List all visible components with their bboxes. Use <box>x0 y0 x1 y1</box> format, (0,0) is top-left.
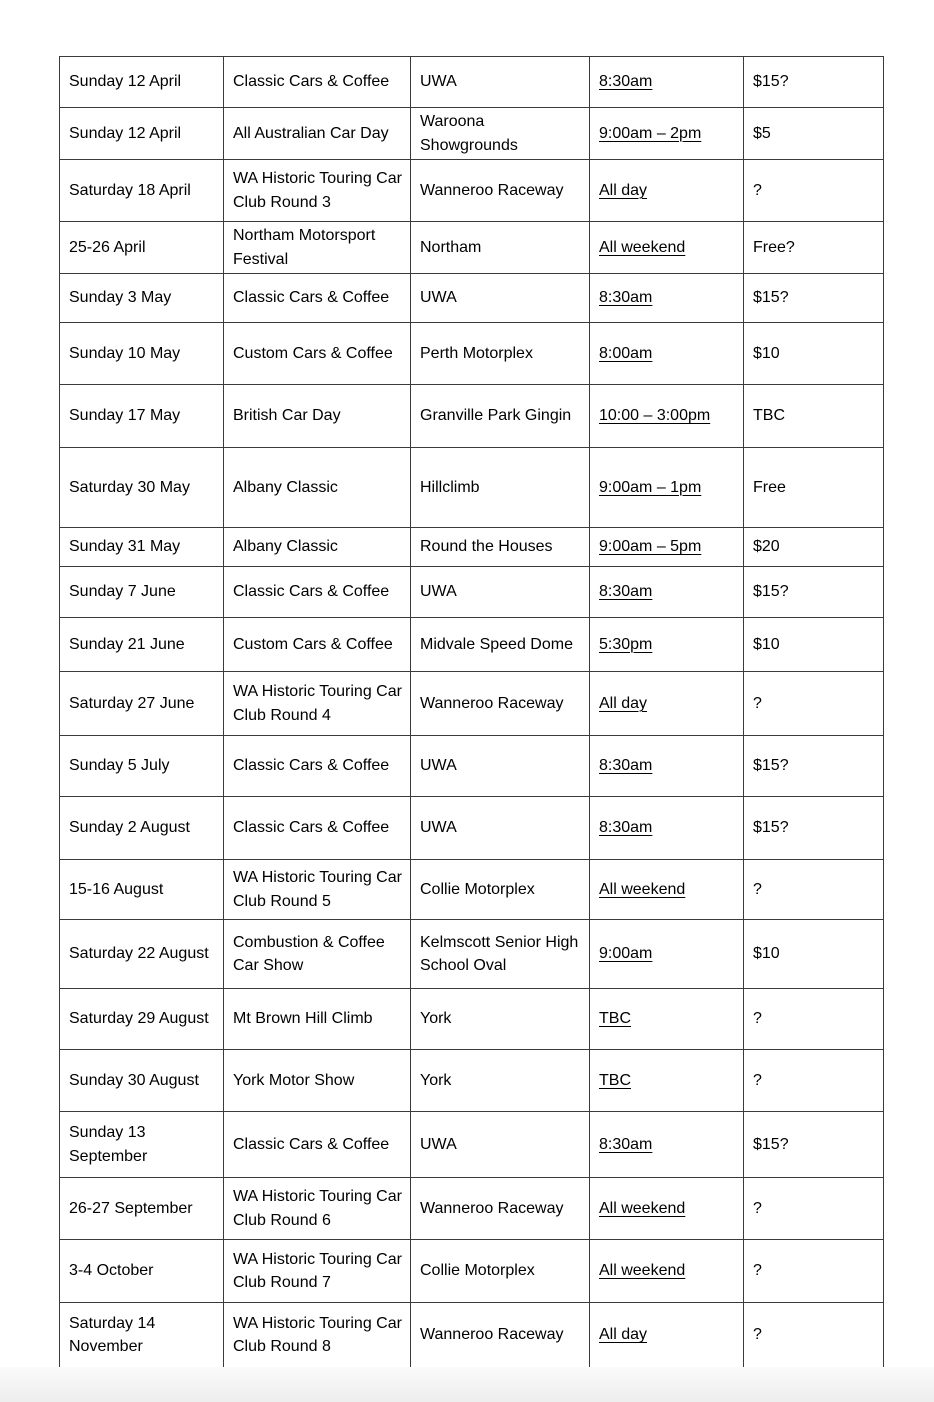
location-text: Wanneroo Raceway <box>420 181 564 199</box>
event-text: Classic Cars & Coffee <box>233 1135 390 1153</box>
location-cell <box>411 1050 590 1112</box>
time-text: All day <box>599 1326 648 1344</box>
cost-cell <box>744 160 884 222</box>
date-text: Sunday 2 August <box>69 819 190 837</box>
date-cell <box>60 860 224 920</box>
cost-cell <box>744 108 884 160</box>
cost-text: ? <box>753 694 762 712</box>
location-cell <box>411 1240 590 1303</box>
table-row <box>60 618 884 672</box>
event-text: Mt Brown Hill Climb <box>233 1010 373 1028</box>
table-row <box>60 385 884 448</box>
location-text: UWA <box>420 819 457 837</box>
date-cell <box>60 736 224 797</box>
time-text: 8:30am <box>599 1135 653 1153</box>
car-events-table <box>59 56 884 1368</box>
event-cell <box>224 736 411 797</box>
event-text: Albany Classic <box>233 538 338 556</box>
event-text: WA Historic Touring Car Club Round 5 <box>233 869 402 910</box>
time-cell <box>590 274 744 323</box>
date-cell <box>60 528 224 567</box>
date-text: Sunday 7 June <box>69 583 176 601</box>
cost-text: $5 <box>753 124 771 142</box>
time-cell <box>590 920 744 989</box>
time-text: 8:30am <box>599 73 653 91</box>
event-text: York Motor Show <box>233 1071 355 1089</box>
location-text: UWA <box>420 289 457 307</box>
event-text: All Australian Car Day <box>233 124 389 142</box>
date-text: Sunday 5 July <box>69 757 170 775</box>
date-cell <box>60 57 224 108</box>
cost-text: ? <box>753 181 762 199</box>
date-cell <box>60 672 224 736</box>
table-row <box>60 797 884 860</box>
location-text: Hillclimb <box>420 478 480 496</box>
cost-cell <box>744 736 884 797</box>
date-cell <box>60 448 224 528</box>
cost-cell <box>744 920 884 989</box>
event-cell <box>224 567 411 618</box>
event-text: Classic Cars & Coffee <box>233 289 390 307</box>
table-row <box>60 274 884 323</box>
time-text: 8:30am <box>599 289 653 307</box>
time-text: 9:00am <box>599 945 653 963</box>
date-cell <box>60 385 224 448</box>
location-text: UWA <box>420 583 457 601</box>
cost-text: ? <box>753 1071 762 1089</box>
event-text: Northam Motorsport Festival <box>233 227 376 268</box>
table-row <box>60 1303 884 1368</box>
location-cell <box>411 274 590 323</box>
table-row <box>60 160 884 222</box>
event-cell <box>224 528 411 567</box>
event-text: WA Historic Touring Car Club Round 8 <box>233 1314 402 1355</box>
time-text: 8:30am <box>599 757 653 775</box>
date-text: Sunday 10 May <box>69 344 181 362</box>
date-cell <box>60 989 224 1050</box>
event-cell <box>224 618 411 672</box>
events-table-body <box>60 57 884 1368</box>
cost-cell <box>744 1303 884 1368</box>
table-row <box>60 448 884 528</box>
time-text: All day <box>599 694 648 712</box>
location-cell <box>411 1112 590 1178</box>
date-text: Sunday 31 May <box>69 538 181 556</box>
location-text: UWA <box>420 73 457 91</box>
time-cell <box>590 797 744 860</box>
date-text: Sunday 30 August <box>69 1071 199 1089</box>
event-text: Classic Cars & Coffee <box>233 583 390 601</box>
time-text: 10:00 – 3:00pm <box>599 407 711 425</box>
cost-text: ? <box>753 880 762 898</box>
event-text: WA Historic Touring Car Club Round 6 <box>233 1188 402 1229</box>
cost-text: $15? <box>753 73 789 91</box>
location-text: UWA <box>420 1135 457 1153</box>
location-text: Northam <box>420 238 482 256</box>
time-cell <box>590 1240 744 1303</box>
cost-cell <box>744 57 884 108</box>
time-text: All weekend <box>599 880 686 898</box>
event-cell <box>224 160 411 222</box>
location-text: Granville Park Gingin <box>420 407 572 425</box>
event-cell <box>224 222 411 274</box>
time-cell <box>590 528 744 567</box>
date-text: 15-16 August <box>69 880 164 898</box>
time-cell <box>590 1178 744 1240</box>
event-cell <box>224 672 411 736</box>
date-text: Saturday 27 June <box>69 694 195 712</box>
location-text: Waroona Showgrounds <box>420 113 518 154</box>
event-text: Albany Classic <box>233 478 338 496</box>
table-row <box>60 528 884 567</box>
time-cell <box>590 1050 744 1112</box>
location-cell <box>411 57 590 108</box>
event-cell <box>224 1303 411 1368</box>
time-text: All weekend <box>599 238 686 256</box>
time-cell <box>590 160 744 222</box>
table-row <box>60 1112 884 1178</box>
cost-text: $15? <box>753 757 789 775</box>
event-text: WA Historic Touring Car Club Round 3 <box>233 170 402 211</box>
cost-text: TBC <box>753 407 785 425</box>
date-cell <box>60 222 224 274</box>
location-text: York <box>420 1071 452 1089</box>
location-cell <box>411 567 590 618</box>
event-cell <box>224 448 411 528</box>
cost-cell <box>744 1050 884 1112</box>
date-text: Saturday 30 May <box>69 478 190 496</box>
location-cell <box>411 528 590 567</box>
table-row <box>60 57 884 108</box>
location-text: Wanneroo Raceway <box>420 1199 564 1217</box>
date-cell <box>60 160 224 222</box>
location-text: Round the Houses <box>420 538 553 556</box>
event-text: Custom Cars & Coffee <box>233 344 393 362</box>
cost-text: $10 <box>753 945 780 963</box>
time-text: All weekend <box>599 1262 686 1280</box>
cost-text: $15? <box>753 289 789 307</box>
table-row <box>60 860 884 920</box>
cost-cell <box>744 567 884 618</box>
time-cell <box>590 672 744 736</box>
event-cell <box>224 1050 411 1112</box>
time-cell <box>590 108 744 160</box>
cost-text: ? <box>753 1262 762 1280</box>
cost-cell <box>744 222 884 274</box>
time-cell <box>590 618 744 672</box>
date-text: Sunday 13 September <box>69 1124 148 1165</box>
time-cell <box>590 860 744 920</box>
cost-cell <box>744 860 884 920</box>
event-text: Classic Cars & Coffee <box>233 757 390 775</box>
date-text: Sunday 12 April <box>69 73 182 91</box>
location-text: Collie Motorplex <box>420 880 535 898</box>
time-text: 9:00am – 2pm <box>599 124 702 142</box>
date-cell <box>60 1050 224 1112</box>
date-text: Sunday 12 April <box>69 124 182 142</box>
cost-cell <box>744 323 884 385</box>
time-text: All weekend <box>599 1199 686 1217</box>
date-cell <box>60 1178 224 1240</box>
event-text: Combustion & Coffee Car Show <box>233 933 385 974</box>
location-text: Kelmscott Senior High School Oval <box>420 933 579 974</box>
location-cell <box>411 323 590 385</box>
cost-text: $15? <box>753 819 789 837</box>
date-text: 3-4 October <box>69 1262 154 1280</box>
table-row <box>60 567 884 618</box>
location-cell <box>411 1303 590 1368</box>
cost-text: $15? <box>753 1135 789 1153</box>
event-text: Custom Cars & Coffee <box>233 635 393 653</box>
time-text: TBC <box>599 1071 631 1089</box>
date-cell <box>60 567 224 618</box>
cost-text: $10 <box>753 635 780 653</box>
date-cell <box>60 618 224 672</box>
location-cell <box>411 385 590 448</box>
date-cell <box>60 323 224 385</box>
cost-cell <box>744 274 884 323</box>
location-text: Wanneroo Raceway <box>420 694 564 712</box>
location-text: Midvale Speed Dome <box>420 635 573 653</box>
date-text: Saturday 29 August <box>69 1010 209 1028</box>
date-cell <box>60 1112 224 1178</box>
table-row <box>60 108 884 160</box>
time-text: 9:00am – 1pm <box>599 478 702 496</box>
table-row <box>60 736 884 797</box>
event-text: WA Historic Touring Car Club Round 7 <box>233 1250 402 1291</box>
cost-text: $15? <box>753 583 789 601</box>
event-text: Classic Cars & Coffee <box>233 73 390 91</box>
location-cell <box>411 989 590 1050</box>
cost-text: $20 <box>753 538 780 556</box>
event-cell <box>224 1112 411 1178</box>
location-text: Perth Motorplex <box>420 344 533 362</box>
date-cell <box>60 274 224 323</box>
date-cell <box>60 108 224 160</box>
time-cell <box>590 567 744 618</box>
event-cell <box>224 57 411 108</box>
time-cell <box>590 1112 744 1178</box>
date-text: Sunday 21 June <box>69 635 185 653</box>
location-cell <box>411 108 590 160</box>
date-text: 25-26 April <box>69 238 146 256</box>
time-cell <box>590 222 744 274</box>
cost-text: ? <box>753 1326 762 1344</box>
date-text: Saturday 14 November <box>69 1314 156 1355</box>
cost-text: Free? <box>753 238 795 256</box>
time-text: 8:00am <box>599 344 653 362</box>
location-cell <box>411 797 590 860</box>
location-text: Wanneroo Raceway <box>420 1326 564 1344</box>
event-text: WA Historic Touring Car Club Round 4 <box>233 683 402 724</box>
cost-text: $10 <box>753 344 780 362</box>
location-cell <box>411 448 590 528</box>
cost-cell <box>744 448 884 528</box>
cost-text: ? <box>753 1010 762 1028</box>
location-cell <box>411 618 590 672</box>
event-cell <box>224 108 411 160</box>
time-cell <box>590 989 744 1050</box>
cost-text: Free <box>753 478 786 496</box>
event-cell <box>224 1240 411 1303</box>
time-text: 5:30pm <box>599 635 653 653</box>
date-cell <box>60 797 224 860</box>
location-text: York <box>420 1010 452 1028</box>
time-cell <box>590 323 744 385</box>
location-text: UWA <box>420 757 457 775</box>
cost-text: ? <box>753 1199 762 1217</box>
cost-cell <box>744 1112 884 1178</box>
event-cell <box>224 989 411 1050</box>
table-row <box>60 222 884 274</box>
cost-cell <box>744 1178 884 1240</box>
location-text: Collie Motorplex <box>420 1262 535 1280</box>
cost-cell <box>744 989 884 1050</box>
cost-cell <box>744 797 884 860</box>
date-text: Saturday 18 April <box>69 181 191 199</box>
location-cell <box>411 222 590 274</box>
event-cell <box>224 274 411 323</box>
location-cell <box>411 672 590 736</box>
table-row <box>60 672 884 736</box>
cost-cell <box>744 618 884 672</box>
date-text: Sunday 17 May <box>69 407 181 425</box>
location-cell <box>411 920 590 989</box>
time-cell <box>590 1303 744 1368</box>
event-cell <box>224 323 411 385</box>
table-row <box>60 323 884 385</box>
location-cell <box>411 1178 590 1240</box>
location-cell <box>411 736 590 797</box>
event-cell <box>224 1178 411 1240</box>
time-text: 8:30am <box>599 583 653 601</box>
event-text: Classic Cars & Coffee <box>233 819 390 837</box>
date-text: Sunday 3 May <box>69 289 172 307</box>
time-text: All day <box>599 181 648 199</box>
time-cell <box>590 448 744 528</box>
table-row <box>60 1050 884 1112</box>
event-cell <box>224 385 411 448</box>
time-cell <box>590 736 744 797</box>
event-cell <box>224 920 411 989</box>
event-cell <box>224 860 411 920</box>
cost-cell <box>744 385 884 448</box>
table-row <box>60 989 884 1050</box>
date-cell <box>60 1303 224 1368</box>
cost-cell <box>744 1240 884 1303</box>
table-row <box>60 1178 884 1240</box>
table-row <box>60 1240 884 1303</box>
time-cell <box>590 57 744 108</box>
cost-cell <box>744 528 884 567</box>
date-cell <box>60 1240 224 1303</box>
date-cell <box>60 920 224 989</box>
time-text: 9:00am – 5pm <box>599 538 702 556</box>
table-row <box>60 920 884 989</box>
cost-cell <box>744 672 884 736</box>
time-text: TBC <box>599 1010 631 1028</box>
location-cell <box>411 160 590 222</box>
time-cell <box>590 385 744 448</box>
time-text: 8:30am <box>599 819 653 837</box>
event-cell <box>224 797 411 860</box>
date-text: Saturday 22 August <box>69 945 209 963</box>
location-cell <box>411 860 590 920</box>
page-bottom-shade <box>0 1367 934 1402</box>
event-text: British Car Day <box>233 407 341 425</box>
date-text: 26-27 September <box>69 1199 193 1217</box>
